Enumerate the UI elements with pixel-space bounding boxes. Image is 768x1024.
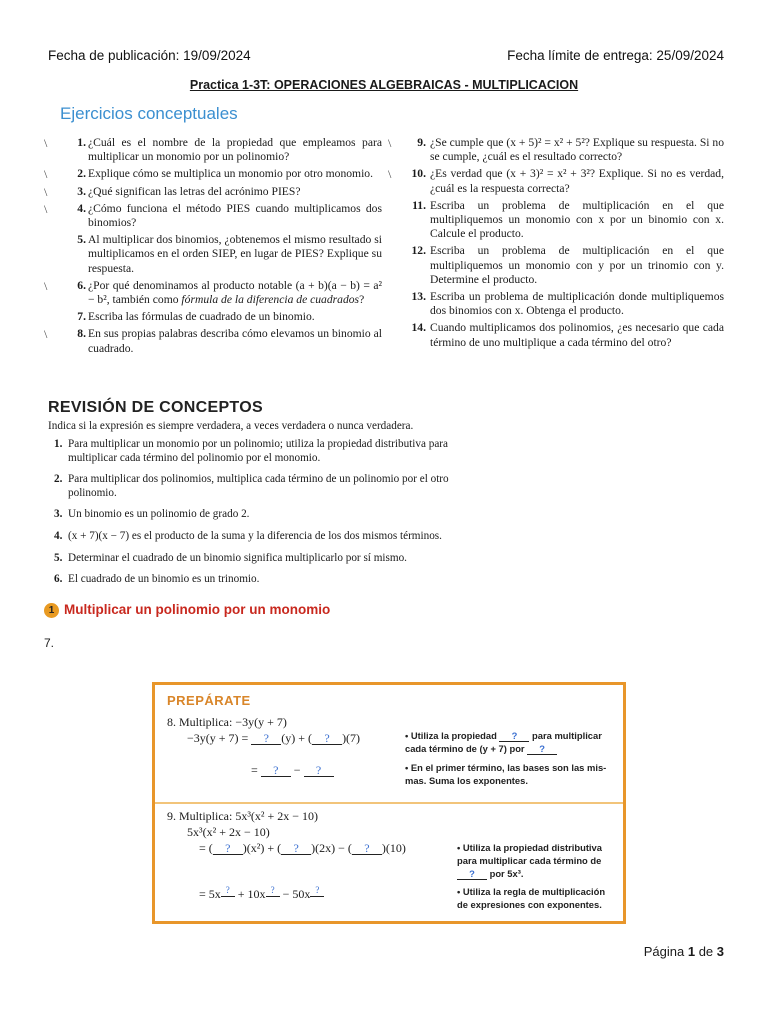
answer-blank[interactable]: ? (352, 843, 382, 855)
question-11: 11. Escriba un problema de multiplicación en el que multipliquemos un monomio con x por un binomio con x. Calcule el producto. (412, 198, 724, 241)
answer-blank[interactable]: ? (499, 730, 529, 742)
question-2: \ 2. Explique cómo se multiplica un monomio por otro monomio. (44, 167, 373, 182)
question-1: \ 1. ¿Cuál es el nombre de la propiedad que empleamos para multiplicar un monomio por un polinomio? (44, 136, 382, 164)
review-item: 3. Un binomio es un polinomio de grado 2. (54, 508, 250, 521)
review-item: 2. Para multiplicar dos polinomios, multiplica cada término de un polinomio por el otro polinomio. (54, 473, 449, 499)
answer-blank[interactable]: ? (251, 733, 281, 745)
review-item: 4. (x + 7)(x − 7) es el producto de la suma y la diferencia de los dos mismos términos. (54, 529, 442, 542)
objective-heading: 1 Multiplicar un polinomio por un monomio (44, 602, 330, 618)
exercise-8-step1: −3y(y + 7) = ? (y) + ( ? )(7) (187, 731, 361, 745)
conceptual-section-title: Ejercicios conceptuales (60, 104, 238, 123)
exercise-9-step1: = ( ? )(x²) + ( ? )(2x) − ( ? )(10) (199, 841, 406, 855)
question-10: \ 10. ¿Es verdad que (x + 3)² = x² + 3²? Explique. Si no es verdad, ¿cuál es la respuesta correcta? (388, 167, 724, 195)
prepare-box (152, 682, 626, 924)
exercise-9-step2: = 5x ? + 10x ? − 50x ? (199, 885, 324, 902)
answer-blank[interactable]: ? (266, 885, 280, 897)
exercise-9-prompt: 9. Multiplica: 5x³(x² + 2x − 10) (167, 809, 319, 823)
item-7-label: 7. (44, 636, 55, 650)
answer-blank[interactable]: ? (221, 885, 235, 897)
check-mark-icon: \ (44, 136, 48, 150)
answer-blank[interactable]: ? (281, 843, 311, 855)
exercise-9-note-1: • Utiliza la propiedad distributiva para multiplicar cada término de ? por 5x³. (457, 842, 602, 879)
exercise-9-line2: 5x³(x² + 2x − 10) (187, 825, 270, 839)
review-item: 1. Para multiplicar un monomio por un polinomio; utiliza la propiedad distributiva para multiplicar cada término del polinomio por el monomio. (54, 438, 448, 464)
exercise-8-prompt: 8. Multiplica: −3y(y + 7) (167, 715, 287, 729)
question-13: 13. Escriba un problema de multiplicación donde multipliquemos dos binomios con x. Obtenga el producto. (411, 290, 724, 318)
exercise-8-note-1: • Utiliza la propiedad ? para multiplicar cada término de (y + 7) por ? (405, 730, 602, 754)
question-5: 5. Al multiplicar dos binomios, ¿obtenemos el mismo resultado si multiplicamos en el orden SIEP, en lugar de PIES? Explique su respuesta. (77, 233, 382, 275)
question-8: \ 8. En sus propias palabras describa cómo elevamos un binomio al cuadrado. (44, 327, 382, 355)
exercise-8-step2: = ? − ? (251, 763, 334, 778)
question-4: \ 4. ¿Cómo funciona el método PIES cuando multiplicamos dos binomios? (44, 201, 382, 230)
question-14: 14. Cuando multiplicamos dos polinomios, ¿es necesario que cada término de uno multiplique a cada término del otro? (411, 321, 724, 349)
check-mark-icon: \ (44, 184, 48, 199)
question-12: 12. Escriba un problema de multiplicación en el que multipliquemos un monomio con y por un trinomio con y. Determine el producto. (411, 244, 724, 286)
conceptual-left-column (44, 136, 382, 359)
answer-blank[interactable]: ? (527, 743, 557, 755)
review-intro: Indica si la expresión es siempre verdadera, a veces verdadera o nunca verdadera. (48, 420, 414, 432)
answer-blank[interactable]: ? (213, 843, 243, 855)
check-mark-icon: \ (44, 167, 48, 182)
review-section-title: REVISIÓN DE CONCEPTOS (48, 399, 263, 416)
review-item: 5. Determinar el cuadrado de un binomio significa multiplicarlo por sí mismo. (54, 551, 407, 564)
check-mark-icon: \ (44, 327, 48, 342)
question-6: \ 6. ¿Por qué denominamos al producto notable (a + b)(a − b) = a² − b², también como fórmula de la diferencia de cuadrados? (44, 278, 382, 307)
check-mark-icon: \ (388, 136, 392, 150)
prepare-separator (155, 802, 623, 804)
check-mark-icon: \ (44, 278, 48, 293)
exercise-8-note-2: • En el primer término, las bases son las mis- mas. Suma los exponentes. (405, 762, 607, 786)
question-7: 7. Escriba las fórmulas de cuadrado de un binomio. (77, 310, 315, 324)
answer-blank[interactable]: ? (457, 868, 487, 880)
check-mark-icon: \ (44, 201, 48, 216)
publication-date: Fecha de publicación: 19/09/2024 (48, 48, 251, 63)
exercise-9-note-2: • Utiliza la regla de multiplicación de expresiones con exponentes. (457, 886, 606, 910)
objective-badge: 1 (44, 603, 59, 618)
conceptual-right-column (388, 136, 724, 353)
answer-blank[interactable]: ? (310, 885, 324, 897)
check-mark-icon: \ (388, 167, 392, 182)
answer-blank[interactable]: ? (261, 765, 291, 777)
due-date: Fecha límite de entrega: 25/09/2024 (507, 48, 724, 63)
page-footer: Página 1 de 3 (643, 944, 724, 959)
review-list (54, 438, 484, 595)
question-9: \ 9. ¿Se cumple que (x + 5)² = x² + 5²? Explique su respuesta. Si no se cumple, ¿cuál es el resultado correcto? (388, 136, 724, 164)
answer-blank[interactable]: ? (312, 733, 342, 745)
prepare-title: PREPÁRATE (167, 693, 251, 708)
document-title: Practica 1-3T: OPERACIONES ALGEBRAICAS - MULTIPLICACION (189, 78, 579, 92)
question-3: \ 3. ¿Qué significan las letras del acrónimo PIES? (44, 184, 301, 199)
answer-blank[interactable]: ? (304, 765, 334, 777)
review-item: 6. El cuadrado de un binomio es un trinomio. (54, 573, 260, 586)
